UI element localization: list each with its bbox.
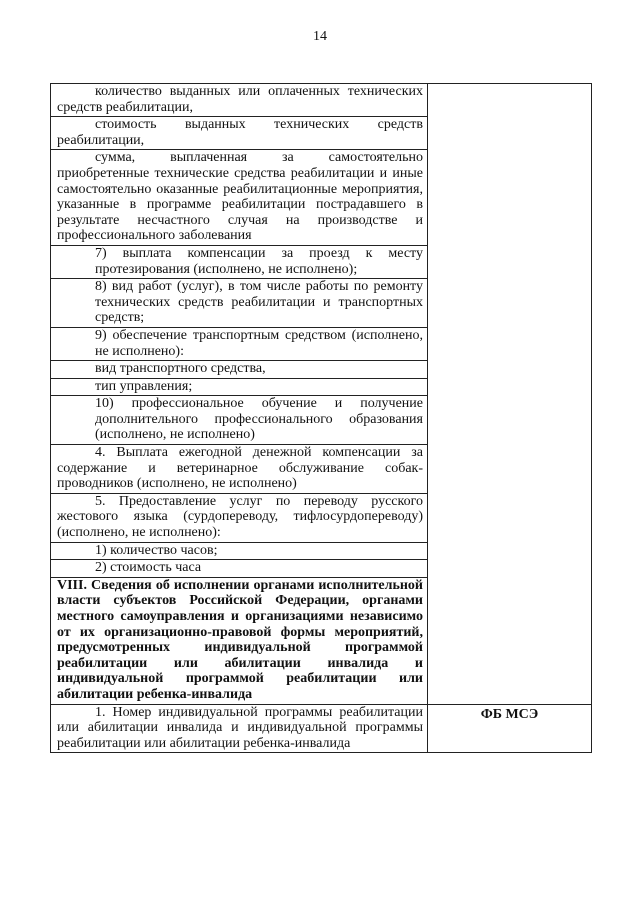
row-text: 10) профессиональное обучение и получение дополнительного профессионального образования (исполнено, не исполнено) bbox=[95, 396, 423, 443]
row-text: 1. Номер индивидуальной программы реабилитации или абилитации инвалида и индивидуальной программы реабилитации или абилитации ребенка-инвалида bbox=[57, 704, 423, 751]
row-text: стоимость выданных технических средств реабилитации, bbox=[57, 117, 423, 148]
row-text-cell bbox=[51, 150, 428, 246]
row-text: VIII. Сведения об исполнении органами исполнительной власти субъектов Российской Федерации, органами местного самоуправления и организациями независимо от их организационно-правовой формы мероприятий, предусмотренных индивидуальной программой реабилитации или абилитации инвалида и индивидуальной программой реабилитации или абилитации ребенка-инвалида bbox=[57, 577, 423, 702]
page-number: 14 bbox=[313, 29, 327, 44]
row-text: 5. Предоставление услуг по переводу русского жестового языка (сурдопереводу, тифлосурдопереводу) (исполнено, не исполнено): bbox=[57, 493, 423, 541]
row-text: тип управления; bbox=[95, 378, 193, 394]
row-text-cell bbox=[51, 396, 428, 445]
row-text-cell bbox=[51, 117, 428, 150]
row-text-cell bbox=[51, 542, 428, 560]
responsible-cell bbox=[428, 704, 592, 753]
row-text-cell bbox=[51, 84, 428, 117]
row-text-cell bbox=[51, 704, 428, 753]
row-text-cell bbox=[51, 361, 428, 379]
document-table bbox=[50, 83, 592, 753]
row-text-cell bbox=[51, 577, 428, 704]
row-text-cell bbox=[51, 560, 428, 578]
row-text: вид транспортного средства, bbox=[95, 361, 266, 377]
row-text: 9) обеспечение транспортным средством (исполнено, не исполнено): bbox=[95, 327, 423, 359]
row-text: 4. Выплата ежегодной денежной компенсации за содержание и ветеринарное обслуживание собак-проводников (исполнено, не исполнено) bbox=[57, 445, 423, 492]
row-text: 1) количество часов; bbox=[95, 542, 218, 558]
row-text-cell bbox=[51, 327, 428, 360]
row-text-cell bbox=[51, 445, 428, 494]
responsible-cell bbox=[428, 84, 592, 705]
row-text-cell bbox=[51, 279, 428, 328]
row-text-cell bbox=[51, 493, 428, 542]
table-row bbox=[51, 704, 592, 753]
row-text: 7) выплата компенсации за проезд к месту протезирования (исполнено, не исполнено); bbox=[95, 245, 423, 277]
responsible-org: ФБ МСЭ bbox=[480, 706, 539, 722]
table-row bbox=[51, 84, 592, 117]
row-text-cell bbox=[51, 245, 428, 278]
row-text: количество выданных или оплаченных технических средств реабилитации, bbox=[57, 84, 423, 115]
row-text-cell bbox=[51, 378, 428, 396]
row-text: 2) стоимость часа bbox=[95, 560, 202, 576]
row-text: сумма, выплаченная за самостоятельно приобретенные технические средства реабилитации и иные самостоятельно оказанные реабилитационные мероприятия, указанные в программе реабилитации пострадавшего в результате несчастного случая на производстве и профессионального заболевания bbox=[57, 150, 423, 244]
row-text: 8) вид работ (услуг), в том числе работы по ремонту технических средств реабилитации и транспортных средств; bbox=[95, 279, 423, 326]
